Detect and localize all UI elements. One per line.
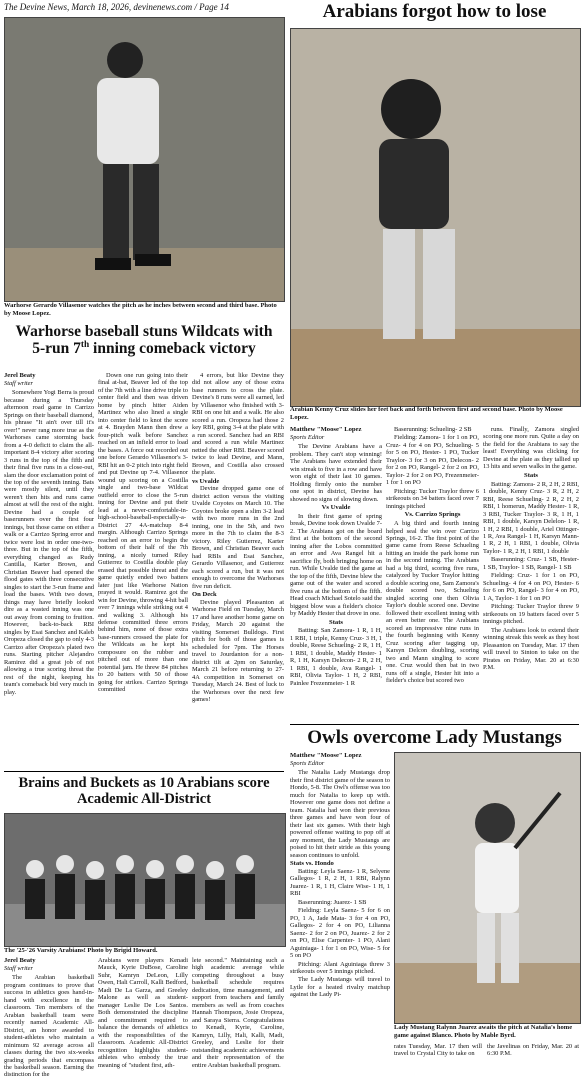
article-text: Arabians were players Kenadi Mauck, Kyrie DuBose, Caroline Suhr, Kamryn DeLeon, Lilly Owen, Hali Carroll, Kalli Bedford, Madi De La Garza, and Greeley Malone as well as student-manager Leslie De Los Santos. Both demonstrated the discipline and commitment required to balance the demands of athletics with the responsibilities of the classroom. Academic All-District recognition highlights student-athletes who embody the true meaning of "student first, ath-	[98, 957, 188, 1069]
warhorse-headline-line1: Warhorse baseball stuns Wildcats with	[15, 323, 273, 340]
article-text: Down one run going into their final at-bat, Beaver led of the top of the 7th with a line drive triple to center field and then was driven home by pinch hitter Aiden Martinez who also lined a single into center field to knot the score at 4. Brayden Mann then drew a four-pitch walk before Sanchez reached on an infield error to load the bases. A force out recorded out one before Gerardo Villasenor's 3-RBI hit an 0-2 pitch into right field and put Devine up 7-4. Villasenor wound up scoring on a Costilla single and two-base Wildcat outfield error to close the 5-run inning for Devine and put their lead at a never-comfortable-in-high-school-baseball-especially-a-District 27 4A-matchup 8-4 margin. Although Carrizo Springs reached on an error to begin the bottom of their half of the 7th inning, a nicely turned Riley Gutierrez to Costilla double play erased that possible threat and the game quietly ended two batters later just like Warhorse Nation prayed it would. Ramirez got the win for Devine, throwing 4-hit ball over 7 innings while striking out 4 and walking 3. Although his defense committed three errors behind him, none of those extra base-runners crossed the plate for the Wildcats as he kept his composure on the rubber and pitched out of more than one potential jam. He threw 84 pitches to 20 batters with 50 of those going for strikes. Carrizo Springs committed	[98, 372, 188, 694]
arabians-photo	[290, 28, 581, 407]
baseball-player-photo-icon	[5, 18, 284, 301]
warhorse-article-col1	[4, 372, 94, 770]
brains-article-col2	[98, 957, 188, 1069]
article-text: The Arabians look to extend their winning streak this week as they host Pleasanton on Tuesday, Mar. 17 then will travel to Sinton to take on the Pirates on Friday, Mar. 20 at 6:30 P.M.	[483, 626, 579, 672]
byline-role: Sports Editor	[290, 433, 325, 441]
subhead: Stats	[524, 471, 538, 479]
article-text: The Natalia Lady Mustangs drop their first district game of the season to Hondo, 5-8. The Owl's offense was too much for Natalia to keep up with. However one game does not define a team. Natalia had won their previous three games and have won four of their last six games. With their high powered offense waiting to pop off at any moment, the Lady Mustangs are poised to hit their stride as this young season continues to unfold.	[290, 769, 390, 859]
mustangs-headline: Owls overcome Lady Mustangs	[307, 727, 562, 748]
byline-role: Sports Editor	[290, 759, 325, 767]
article-text: A big third and fourth inning helped seal the win over Carrizo Springs, 16-2. The first point of the game came from Reese Schueling hitting an inside the park home run in the second inning. The Arabians had a big third, scoring five runs, catalyzed by Tucker Traylor hitting a double scoring one, Sam Zamora's double scored two, Schueling singled scoring one then Olivia Taylor's double scored one. Devine followed their excellent inning with an even better one. The Arabians scored an impressive nine runs in the fourth beginning with Kenny Cruz scoring after tagging up, Karsyn Delcon doubling, scoring two and Mann singling to score one. Cruz would then bat in two runs off a single, Hester hit into a fielder's choice but scored two	[386, 520, 479, 685]
article-text: Somewhere Yogi Berra is proud because during a Thursday afternoon road game in Carrizo Springs on their baseball diamond, his phrase "It ain't over till it's over!" never rang more true as the Warhorses came storming back from a 4-0 deficit to claim the all-important 8-4 victory after scoring 3 runs in the top of the fifth and their final five runs in a close-out, slam the door exclamation point of the top of the seventh inning. Bats were mostly silent, until they weren't then hits and runs came almost at will the rest of the night. Devine had a couple of baserunners over the first four innings, but those came on either a walk or a Carrizo Spring error and twice were lost in order one-two-three. But in the top of the fifth, everything changed as Rudy Cantilla, Karter Brown, and Christian Beaver had opened the flood gates with three consecutive singles to start the 3-run frame and load the bases. With two down, things may have briefly looked dire as a wasted inning was one out away from coming to fruition. However, back-to-back RBI singles by Esai Sanchez and Kaleb Oropeza closed the gap to only 4-3 Carrizo after Oropeza's plated two runs. Starting pitcher Alejandro Ramirez did a great job of not allowing a true scoring threat the rest of the night, keeping his team's comeback bid very much in play.	[4, 389, 94, 696]
stats-batting: Batting: San Zamora- 1 R, 1 H, 1 RBI, 1 triple, Kenny Cruz- 3 H, 1 double, Reese Schueling- 2 R, 1 H, 1 RBI, 1 double, Maddy Hester- 1 R, 1 H, Karsyn Delecon- 2 R, 2 H, 1 RBI, 1 double, Ava Rangel- 1 RBI, Olivia Taylor- 1 H, 2 RBI, Painlee Frezenmeier- 1 R	[290, 627, 382, 687]
headline-superscript: th	[80, 340, 90, 351]
headline-part: 5-run 7	[32, 340, 81, 358]
article-text: rates Tuesday, Mar. 17 then will travel to Crystal City to take on	[394, 1043, 482, 1058]
byline-role: Staff writer	[4, 379, 33, 387]
arabians-article-col3	[483, 426, 579, 723]
page-folio: The Devine News, March 18, 2026, devinenews.com / Page 14	[4, 2, 229, 12]
subhead: On Deck	[192, 591, 217, 599]
mustangs-photo	[394, 752, 581, 1024]
article-text: 4 errors, but like Devine they did not allow any of those extra base runners to cross the plate. Devine's 8 runs were all earned, led by Villasenor who finished with 3-RBI on one hit and a walk. He also scored a run. Oropeza had those 2 key RBI, going 3-4 at the plate with a run scored. Sanchez had an RBI and scored a run while Martinez netted the other RBI. Beaver scored twice to lead Devine, and Mann, Brown, and Costilla also crossed the plate.	[192, 372, 284, 477]
stats-baserunning: Baserunning: Juarez- 1 SB	[298, 898, 367, 906]
brains-article-col1	[4, 957, 94, 1079]
article-text: In their first game of spring break, Devine took down Uvalde 7-2. The Arabians got on the board first at the bottom of the second inning after the Lobos committed an error and Ava Rangel hit a sacrifice fly, both bringing home on run. While Uvalde tied the game at the top of the fifth, Devine blew the game out of the water and scored five runs at the bottom of the fifth. Head coach Michael Sotelo said the biggest blow was a fielder's choice by Maddy Hester that drove in one.	[290, 512, 382, 618]
subhead: vs Uvalde	[192, 477, 220, 485]
warhorse-article-col3	[192, 372, 284, 770]
softball-batter-photo-icon	[395, 753, 580, 1023]
stats-fielding: Fielding: Zamora- 1 for 1 on PO, Cruz- 4 for 4 on PO, Schueling- 5 for 5 on PO, Hester- 1 PO, Tucker Traylor- 3 for 3 on PO, Delecon- 2 for 2 on PO, Rangel- 2 for 2 on PO, Taylor- 2 for 2 on PO, Frezenmeier- 1 for 1 on PO	[386, 434, 479, 487]
arabians-article-col2	[386, 426, 479, 723]
article-text: the Javelinas on Friday, Mar. 20 at 6:30 P.M.	[487, 1043, 579, 1058]
mustangs-photo-caption: Lady Mustang Ralynn Juarez awaits the pitch at Natalia's home game against Blanco. Photo by Mable Byrd.	[394, 1024, 573, 1039]
byline: Jerel Beaty	[4, 372, 36, 379]
mustangs-article-col1	[290, 752, 390, 1058]
article-text: Devine played Pleasanton at Warhorse Field on Tuesday, March 17 and have another home game on Friday, March 20 against the visiting Somerset Bulldogs. First pitch for both of those games is scheduled for 7pm. The Horses travel to Jourdanton for a non-district tilt at 2pm on Saturday, March 21 before returning to 27-4A competition in Somerset on Tuesday, March 24. Best of luck to the Warhorses over the next few games!	[192, 598, 284, 704]
team-photo-icon	[5, 814, 285, 946]
brains-photo-caption: The '25-'26 Varsity Arabians! Photo by Brigid Howard.	[4, 947, 158, 954]
article-text: lete second." Maintaining such a high academic average while competing throughout a busy basketball schedule requires dedication, time management, and support from teachers and family members as well as from coaches Hannah Thompson, Josie Oropeza, and Saraya Sierra. Congratulations to Kenadi, Kyrie, Caroline, Kamryn, Lilly, Hali, Kalli, Madi, Greeley, and Leslie for their outstanding academic achievements and their representation of the entire Arabian basketball program.	[192, 957, 284, 1069]
stats-fielding: Fielding: Cruz- 1 for 1 on PO, Schueling- 4 for 4 on PO, Hester- 6 for 6 on PO, Rangel- 3 for 4 on PO, 1 A, Taylor- 1 for 1 on PO	[483, 572, 579, 602]
softball-player-photo-icon	[291, 29, 580, 406]
stats-batting: Batting: Zamora- 2 R, 2 H, 2 RBI, 1 double, Kenny Cruz- 3 R, 2 H, 2 RBI, Reese Schueling- 2 R, 2 H, 2 RBI, 1 homerun, Maddy Hester- 1 R, 3 RBI, Tucker Traylor- 3 R, 1 H, 1 RBI, 1 double, Karsyn Delelon- 1 R, 1 H, 2 RBI, 1 double, Ariel Ottinger- 1 R, Ava Rangel- 1 H, Karsyn Mann- 1 R, 2 H, 1 RBI, 1 double, Olivia Taylor- 1 R, 2 H, 1 RBI, 1 double	[483, 480, 579, 555]
warhorse-headline-line2	[4, 340, 284, 357]
article-text: The Arabian basketball program continues to prove that success in athletics goes hand-in-hand with excellence in the classroom. Ten members of the Arabian basketball team were recently named Academic All-District, an honor awarded to student-athletes who maintain a minimum 92 average across all classes during the two six-weeks grading periods that encompass the basketball season. Earning the distinction for the	[4, 974, 94, 1079]
section-rule	[290, 724, 579, 725]
subhead: Vs Uvalde	[321, 504, 351, 512]
warhorse-article-col2	[98, 372, 188, 770]
byline: Matthew "Moose" Lopez	[290, 752, 362, 759]
brains-headline	[4, 775, 284, 807]
warhorse-photo	[4, 17, 285, 302]
arabians-article-col1	[290, 426, 382, 723]
article-text: runs. Finally, Zamora singled scoring one more run. Quite a day on the field for the Arabians to say the least! Everything was clicking for Devine at the plate as they tallied up 13 hits and seven walks in the game.	[483, 426, 579, 471]
mustangs-article-col3	[487, 1043, 579, 1063]
article-text: The Devine Arabians have a problem. They can't stop winning! The Arabians have extended their win streak to five in a row and have won eight of their last 10 games. Holding firmly onto the number one spot in district, Devine has showed no signs of slowing down.	[290, 443, 382, 503]
warhorse-photo-caption: Warhorse Gerardo Villasenor watches the pitch as he inches between second and third base. Photo by Moose Lopez.	[4, 302, 277, 317]
brains-photo	[4, 813, 286, 947]
byline-role: Staff writer	[4, 964, 33, 972]
subhead: Vs. Carrizo Springs	[404, 511, 461, 519]
section-rule	[4, 771, 284, 772]
subhead: Stats	[329, 618, 343, 626]
stats-pitching: Pitching: Tucker Traylor threw 9 strikeouts on 19 batters faced over 5 innings pitched.	[483, 603, 579, 626]
stats-baserunning: Baserunning: Schueling- 2 SB	[394, 426, 472, 433]
mustangs-article-col2	[394, 1043, 482, 1063]
brains-article-col3	[192, 957, 284, 1069]
brains-headline-line1: Brains and Buckets as 10 Arabians score	[18, 775, 270, 791]
arabians-headline: Arabians forgot how to lose	[322, 1, 547, 22]
byline: Jerel Beaty	[4, 957, 36, 964]
headline-part: inning comeback victory	[89, 340, 256, 358]
stats-batting: Batting: Leyla Saenz- 1 R, Selyene Gallegos- 1 R, 2 H, 1 RBI, Ralynn Juarez- 1 R, 1 H, Claire Wise- 1 H, 1 RBI	[290, 867, 390, 898]
subhead: Stats vs. Hondo	[290, 860, 334, 867]
byline: Matthew "Moose" Lopez	[290, 426, 362, 433]
arabians-photo-caption: Arabian Kenny Cruz slides her feet back and forth between first and second base. Photo by Moose Lopez.	[290, 406, 563, 421]
article-text: Devine dropped game one of district action versus the visiting Uvalde Coyotes on March 10. The Coyotes broke open a slim 3-2 lead with two more runs in the 2nd inning, one in the 5th, and two more in the 7th to claim the 8-3 victory. Riley Gutierrez, Karter Brown, and Christian Beaver each had RBIs and Esai Sanchez, Gerardo Villasenor, and Gutierrez each scored a run, but it was not enough to overcome the Warhorses five run deficit.	[192, 485, 284, 590]
article-text: The Lady Mustangs will travel to Lytle for a heated rivalry matchup against the Lady Pi-	[290, 976, 390, 999]
stats-pitching: Pitching: Tucker Traylor threw 6 strikeouts on 34 batters faced over 7 innings pitched	[386, 487, 479, 510]
stats-pitching: Pitching: Alani Aguiniaga threw 3 strikeouts over 5 innings pitched.	[290, 960, 390, 975]
brains-headline-line2: Academic All-District	[76, 791, 212, 808]
stats-baserunning: Baserunning: Cruz- 1 SB, Hester- 1 SB, Traylor- 1 SB, Rangel- 1 SB	[483, 556, 579, 571]
stats-fielding: Fielding: Leyla Saenz- 5 for 6 on PO, 1 A, Jade Mata- 3 for 4 on PO, Gallegos- 2 for 4 on PO, Lilianna Saenz- 2 for 2 on PO, Juarez- 2 for 2 on PO, Elise Carpenter- 1 PO, Alani Aguiniaga- 1 for 1 on PO, Wise- 5 for 5 on PO	[290, 907, 390, 960]
warhorse-headline	[4, 323, 284, 358]
